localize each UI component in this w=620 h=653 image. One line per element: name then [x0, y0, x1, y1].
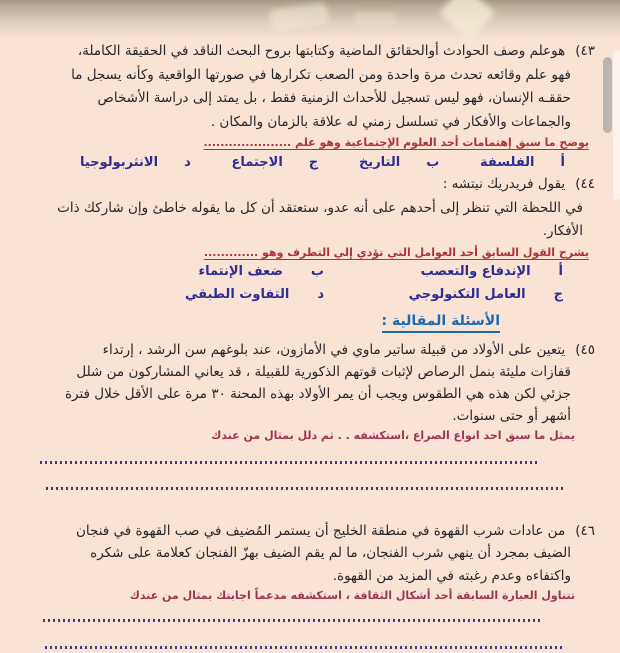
option-label: التفاوت الطبقي: [184, 286, 290, 302]
question-43-options: [25, 153, 595, 171]
question-44-intro: [25, 173, 595, 197]
question-43-line-3: حققـه الإنسان، فهو ليس تسجيل للأحداث الزمنية فقط ، بل يمتد إلى دراسة الأشخاص: [97, 90, 571, 106]
question-46-teacher-prompt: تتناول العبارة السابقة أحد أشكال الثقافة ، استكشفه مدعماً اجابتك بمثال من عندك: [129, 589, 575, 602]
scan-artifact: [269, 2, 329, 32]
option-44-d[interactable]: [85, 287, 324, 302]
option-label: الإندفاع والتعصب: [420, 263, 531, 279]
option-letter: ج: [308, 154, 319, 170]
question-43-number: ٤٣): [575, 43, 595, 59]
question-44-teacher-prompt: يشرح القول السابق أحد العوامل التي تؤدي إلي التطرف وهو .............: [203, 245, 589, 259]
scrollbar-track[interactable]: [613, 50, 620, 200]
question-44-line-1: في اللحظة التي تنظر إلى أحدهم على أنه عدو، ستعتقد أن كل ما يقوله خاطئ وإن شاركك ذات: [57, 199, 583, 216]
question-45-number: ٤٥): [575, 341, 595, 358]
question-43-line-4: والجماعات والأفكار في تسلسل زمني له علاقة بالزمان والمكان .: [210, 113, 571, 130]
option-letter: د: [317, 286, 324, 302]
question-46: [25, 520, 595, 588]
answer-blank-line: [42, 646, 562, 649]
question-45-line-1: [25, 339, 595, 361]
question-44-intro-text: يقول فريدريك نيتشه :: [442, 176, 566, 192]
option-letter: ج: [553, 286, 563, 302]
essay-section-heading: [25, 310, 500, 333]
question-46-line-2: الضيف بمجرد أن ينهي شرب الفنجان، ما لم يقم الضيف بهزّ الفنجان كعلامة على شكره: [90, 545, 571, 561]
option-44-b[interactable]: [85, 264, 324, 279]
option-label: الاجتماع: [231, 154, 283, 170]
answer-blank-line: [40, 619, 540, 622]
option-43-b[interactable]: [359, 155, 439, 170]
question-44-options: [25, 264, 595, 302]
question-44: [25, 173, 595, 244]
option-label: العامل التكنولوجي: [408, 286, 526, 302]
scrollbar-thumb[interactable]: [603, 57, 612, 133]
question-45-teacher-prompt: يمثل ما سبق احد انواع الصراع ،استكشفه . . ثم دلل بمثال من عندك: [211, 428, 575, 442]
question-45: [25, 339, 595, 427]
option-letter: أ: [560, 154, 565, 170]
option-letter: أ: [558, 263, 563, 279]
question-43-line-1: [25, 40, 595, 64]
option-letter: د: [184, 154, 191, 170]
question-43-text: هوعلم وصف الحوادث أوالحقائق الماضية وكتابتها بروح البحث الناقد في الحقيقة الكاملة،: [77, 43, 566, 59]
question-43: [25, 40, 595, 134]
question-45-line-3: جزئي لكن هذه هي الطقوس ويجب أن يمر الأولاد بهذه المحنة ٣٠ مرة على الأقل خلال فترة: [64, 385, 571, 402]
question-45-line-4: أشهر أو حتى سنوات.: [452, 407, 571, 424]
option-44-a[interactable]: [324, 264, 563, 279]
scan-artifact: [355, 12, 395, 26]
option-43-c[interactable]: [232, 155, 319, 170]
question-44-line-2: الأفكار.: [542, 223, 583, 239]
option-label: ضعف الإنتماء: [198, 263, 283, 279]
option-44-c[interactable]: [324, 287, 563, 302]
option-43-a[interactable]: [480, 155, 565, 170]
option-label: الفلسفة: [480, 154, 535, 170]
question-45-line-2: قفازات مليئة بنمل الرصاص لإثبات قوتهم الذكورية للقبيلة ، قد يعاني المشاركون من شلل: [76, 363, 571, 380]
question-46-text: من عادات شرب القهوة في منطقة الخليج أن يستمر المُضيف في صب القهوة في فنجان: [75, 522, 566, 539]
answer-blank-line: [40, 461, 537, 464]
question-46-number: ٤٦): [575, 522, 595, 539]
essay-section-heading-text: الأسئلة المقالية :: [382, 313, 501, 333]
option-label: الانثربولوجيا: [80, 154, 159, 170]
document-content: [25, 40, 595, 649]
page-top-scan-band: [0, 0, 620, 40]
option-label: التاريخ: [358, 154, 401, 170]
question-43-teacher-prompt: يوضح ما سبق إهتمامات أحد العلوم الإجتماعية وهو علم .....................: [203, 136, 589, 149]
option-letter: ب: [310, 263, 324, 279]
question-46-line-3: واكتفاءه وعدم رغبته في المزيد من القهوة.: [332, 567, 571, 584]
question-45-text: يتعين على الأولاد من قبيلة ساتير ماوي في الأمازون، عند بلوغهم سن الرشد ، إرتداء: [102, 341, 566, 358]
option-43-d[interactable]: [80, 155, 191, 170]
question-46-line-1: [25, 520, 595, 543]
answer-blank-line: [45, 487, 563, 490]
scan-artifact: [439, 0, 496, 41]
option-letter: ب: [426, 154, 440, 170]
question-43-line-2: فهو علم وقائعه تحدث مرة واحدة ومن الصعب تكرارها في صورتها الواقعية وكأنه يسجل ما: [71, 66, 571, 83]
question-44-number: ٤٤): [575, 176, 595, 192]
